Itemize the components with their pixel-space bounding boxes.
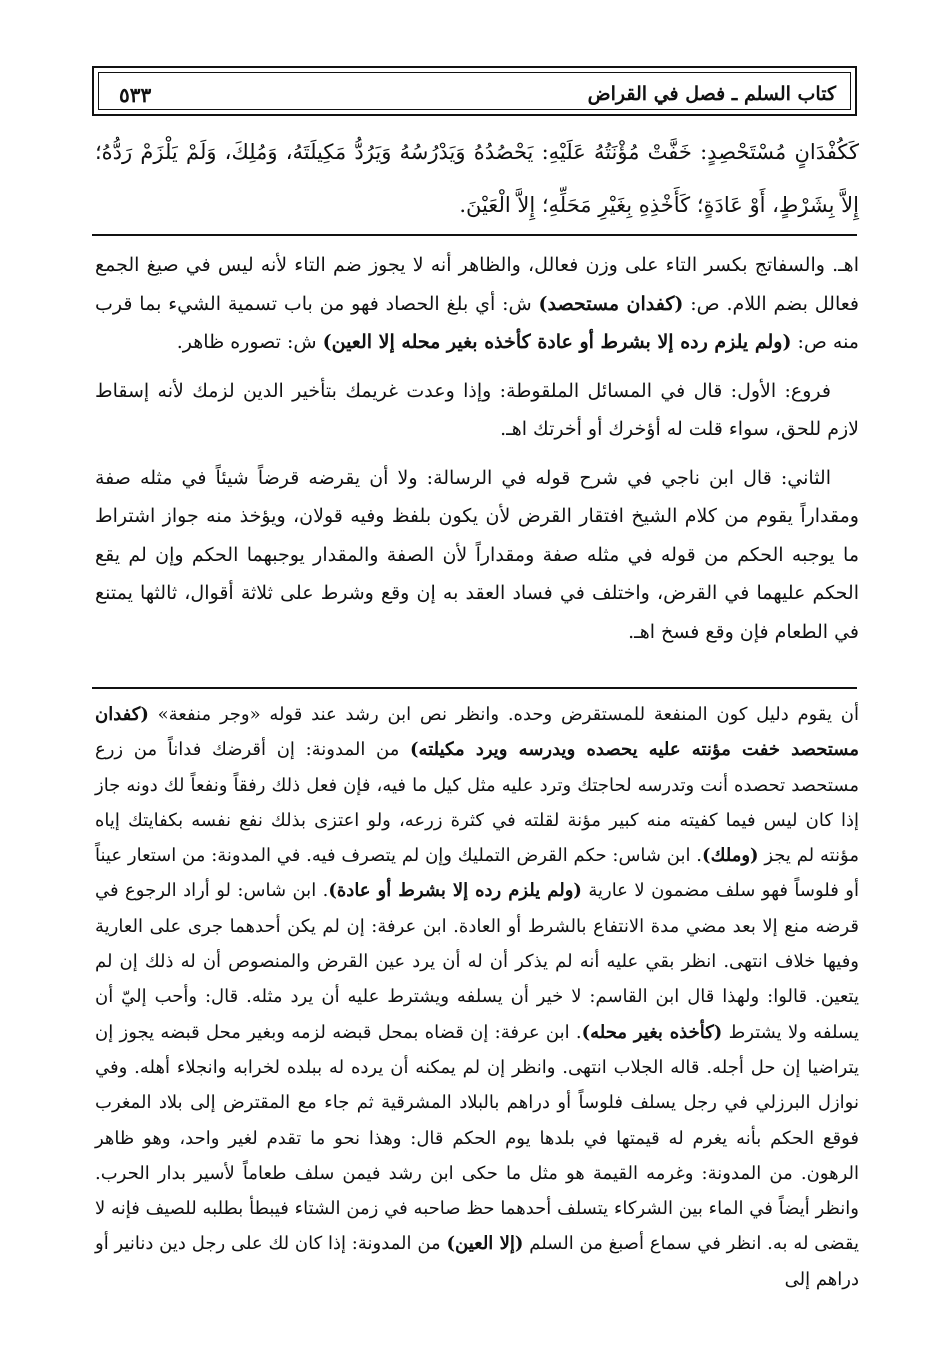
running-title: كتاب السلم ـ فصل في القراض <box>587 83 836 105</box>
footnote-divider <box>92 687 857 689</box>
quoted-matn: (كأخذه بغير محله) <box>581 1021 723 1043</box>
footnote-paragraph: أن يقوم دليل كون المنفعة للمستقرض وحده. وانظر نص ابن رشد عند قوله «وجر منفعة» (كفدان مستحصد خفت مؤنته عليه يحصده ويدرسه ويرد مكيلته) من المدونة: إن أقرضك فداناً من زرع مستحصد تحصده أنت وتدرسه لحاجتك وترد عليه مثل كيل ما فيه، فإن فعل ذلك رفقاً ونفعاً لك دونه جاز إذا كان ليس فيما كفيته منه كبير مؤنة لقلته في كثرة زرعه، ولو اعتزى بذلك نفع نفسه بكفايتك إياه مؤنته لم يجز (وملك). ابن شاس: حكم القرض التمليك وإن لم يتصرف فيه. في المدونة: من استعار عيناً أو فلوساً فهو سلف مضمون لا عارية (ولم يلزم رده إلا بشرط أو عادة). ابن شاس: لو أراد الرجوع في قرضه منع إلا بعد مضي مدة الانتفاع بالشرط أو العادة. ابن عرفة: إن لم يكن أحدهما جرى على العارية وفيها خلاف انتهى. انظر بقي عليه أنه لم يذكر أن له أن يرد عين القرض والمنصوص أن له ذلك إن لم يتعين. قالوا: ولهذا قال ابن القاسم: لا خير أن يسلفه ويشترط عليه أن يرد مثله. قال: وأحب إليّ أن يسلفه ولا يشترط (كأخذه بغير محله). ابن عرفة: إن قضاه بمحل قبضه لزمه وبغير محل قبضه يجوز إن يتراضيا إن حل أجله. قاله الجلاب انتهى. وانظر إن لم يمكنه أن يرده له ببلده لخرابه وانجلاء أهله. وفي نوازل البرزلي في رجل يسلف فلوساً أو دراهم بالبلاد المشرقية ثم جاء مع المقترض إلى بلاد المغرب فوقع الحكم بأنه يغرم له قيمتها في بلدها يوم الحكم قال: وهذا نحو ما تقدم لغير واحد، وهو ظاهر الرهون. من المدونة: وغرمه القيمة هو مثل ما حكى ابن رشد فيمن سلف طعاماً لأسير بدار الحرب. وانظر أيضاً في الماء بين الشركاء يتسلف أحدهما حظ صاحبه في زمن الشتاء فيبطأ بطلبه للصيف فإنه لا يقضى له به. انظر في سماع أصبغ من السلم (إلا العين) من المدونة: إذا كان لك على رجل دين دنانير أو دراهم إلى <box>95 704 860 1290</box>
commentary <box>95 246 859 661</box>
quoted-matn: (ولم يلزم رده إلا بشرط أو عادة كأخذه بغير محله إلا العين) <box>322 331 792 353</box>
page-number: ٥٣٣ <box>119 83 152 107</box>
commentary-paragraph-2: فروع: الأول: قال في المسائل الملقوطة: وإذا وعدت غريمك بتأخير الدين لزمك لأنه إسقاط لازم للحق، سواء قلت له أؤخرك أو أخرتك اهـ. <box>95 379 859 440</box>
quoted-matn: (وملك) <box>702 845 759 867</box>
quoted-matn: (ولم يلزم رده إلا بشرط أو عادة) <box>328 880 582 902</box>
commentary-paragraph-3: الثاني: قال ابن ناجي في شرح قوله في الرسالة: ولا أن يقرضه قرضاً شيئاً في مثله صفة ومقداراً يقوم من كلام الشيخ افتقار القرض لأن يكون بلفظ وفيه قولان، ويؤخذ منه جواز اشتراط ما يوجبه الحكم من قوله في مثله صفة ومقداراً لأن الصفة والمقدار يوجبهما الحكم وإن لم يقع الحكم عليهما في القرض، واختلف في فساد العقد به إن وقع وشرط على ثلاثة أقوال، ثالثها يمتنع في الطعام فإن وقع فسخ اهـ. <box>95 466 859 643</box>
quoted-matn: (إلا العين) <box>446 1233 524 1255</box>
matn-divider <box>92 234 857 236</box>
header-inner-frame <box>98 72 851 110</box>
commentary-paragraph-1: اهـ. والسفاتج بكسر التاء على وزن فعالل، والظاهر أنه لا يجوز ضم التاء لأنه ليس في صيغ الجمع فعالل بضم اللام. ص: (كفدان مستحصد) ش: أي بلغ الحصاد فهو من باب تسمية الشيء بما قرب منه ص: (ولم يلزم رده إلا بشرط أو عادة كأخذه بغير محله إلا العين) ش: تصوره ظاهر. <box>95 254 859 353</box>
quoted-matn: (كفدان مستحصد) <box>538 292 684 315</box>
main-text: كَكُفْدَانٍ مُسْتَحْصِدٍ: خَفَّتْ مُؤْنَتُهُ عَلَيْهِ: يَحْصُدُهُ وَيَدْرُسُهُ وَيَرُدُّ مَكِيلَتَهُ، وَمُلِكَ، وَلَمْ يَلْزَمْ رَدُّهُ؛ إِلاَّ بِشَرْطٍ، أَوْ عَادَةٍ؛ كَأَخْذِهِ بِغَيْرِ مَحَلِّهِ؛ إِلاَّ الْعَيْنَ. <box>95 140 859 217</box>
quoted-matn: (كفدان مستحصد خفت مؤنته عليه يحصده ويدرسه ويرد مكيلته) <box>95 704 859 761</box>
footnote-commentary <box>95 697 859 1297</box>
page-header <box>92 66 857 116</box>
